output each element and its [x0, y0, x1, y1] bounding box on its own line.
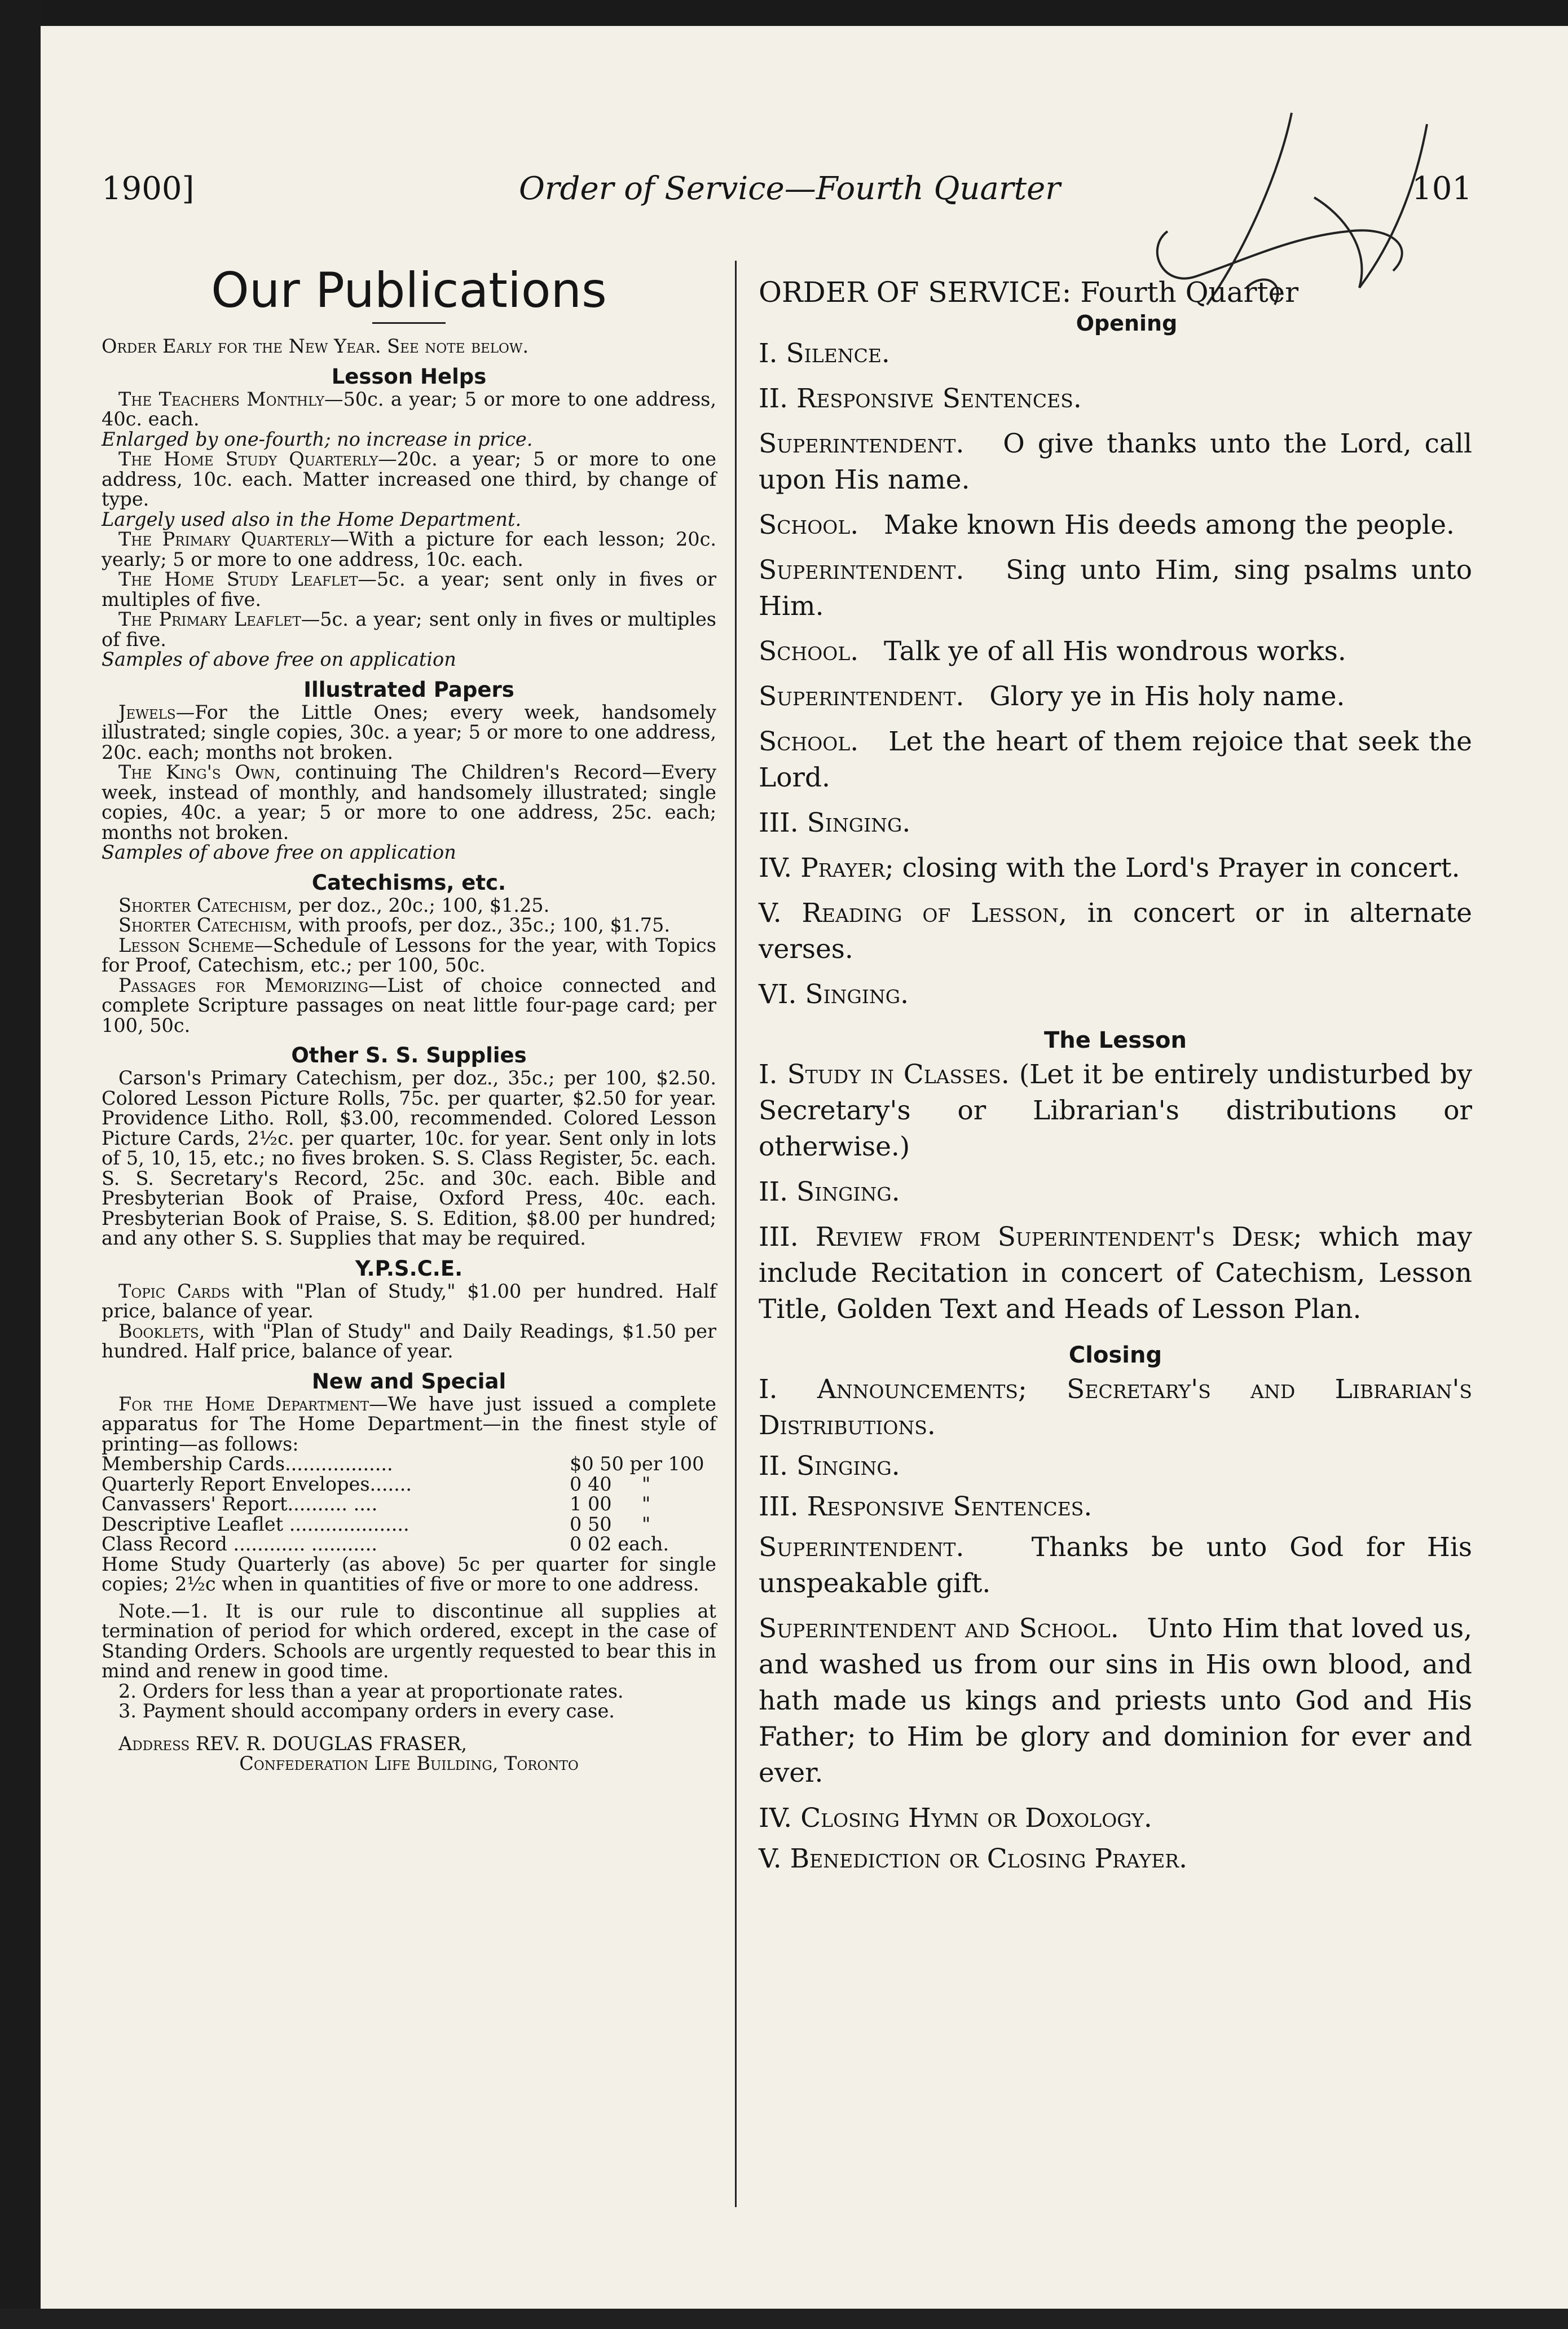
note-1: Note.—1. It is our rule to discontinue all supplies at termination of period for which ordered, except in the case of Standing Orders. Schools are urgently requested to bear this in mind and renew in good time.	[102, 1599, 716, 1682]
samples-note: Samples of above free on application	[102, 841, 456, 863]
price-row: Descriptive Leaflet .................... 0 50 "	[102, 1513, 651, 1535]
price-row: Canvassers' Report.......... .... 1 00 "	[102, 1493, 651, 1515]
publication-note: Enlarged by one-fourth; no increase in price.	[102, 428, 533, 450]
publication-item: Booklets, with "Plan of Study" and Daily Readings, $1.50 per hundred. Half price, balance of year.	[102, 1320, 716, 1362]
catechisms-heading: Catechisms, etc.	[311, 870, 506, 895]
publications-column	[102, 262, 716, 1774]
publication-item: The Primary Quarterly—With a picture for each lesson; 20c. yearly; 5 or more to one address, 10c. each.	[102, 528, 717, 570]
service-item: V. Benediction or Closing Prayer.	[759, 1843, 1188, 1874]
other-supplies-heading: Other S. S. Supplies	[291, 1043, 527, 1067]
illustrated-papers-heading: Illustrated Papers	[303, 677, 514, 702]
publication-item: Passages for Memorizing—List of choice connected and complete Scripture passages on neat little four-page card; per 100, 50c.	[102, 974, 716, 1036]
lesson-helps-heading: Lesson Helps	[331, 364, 487, 389]
publication-item: The Primary Leaflet—5c. a year; sent only in fives or multiples of five.	[102, 608, 716, 651]
scan-border-bottom	[0, 2309, 1568, 2329]
publication-item: Shorter Catechism, with proofs, per doz., 35c.; 100, $1.75.	[118, 914, 671, 936]
note-3: 3. Payment should accompany orders in every case.	[118, 1700, 615, 1722]
publications-title: Our Publications	[211, 262, 607, 319]
service-item: II. Responsive Sentences.	[759, 383, 1082, 414]
service-item: IV. Closing Hymn or Doxology.	[759, 1803, 1152, 1834]
service-item: I. Silence.	[759, 338, 890, 369]
service-item: III. Responsive Sentences.	[759, 1491, 1093, 1522]
responsive-line: Superintendent. Thanks be unto God for His unspeakable gift.	[759, 1532, 1472, 1599]
responsive-line: School. Make known His deeds among the people.	[759, 509, 1455, 540]
note-2: 2. Orders for less than a year at proportionate rates.	[118, 1680, 624, 1702]
running-head-title: Order of Service—Fourth Quarter	[518, 170, 1061, 207]
publication-item: The Home Study Quarterly—20c. a year; 5 or more to one address, 10c. each. Matter increased one third, by change of type.	[102, 448, 716, 510]
other-supplies-text: Carson's Primary Catechism, per doz., 35c.; per 100, $2.50. Colored Lesson Picture Rolls, 75c. per quarter, $2.50 for year. Providence Litho. Roll, $3.00, recommended. Colored Lesson Picture Cards, 2½c. per quarter, 10c. for year. Sent only in lots of 5, 10, 15, etc.; no fives broken. S. S. Class Register, 5c. each. S. S. Secretary's Record, 25c. and 30c. each. Bible and Presbyterian Book of Praise, Oxford Press, 40c. each. Presbyterian Book of Praise, S. S. Edition, $8.00 per hundred; and any other S. S. Supplies that may be required.	[102, 1067, 716, 1249]
ypsce-heading: Y.P.S.C.E.	[355, 1256, 463, 1281]
running-head-year: 1900]	[102, 170, 195, 207]
responsive-line: Superintendent. Glory ye in His holy name.	[759, 681, 1345, 712]
publication-item: The Teachers Monthly—50c. a year; 5 or more to one address, 40c. each.	[102, 388, 716, 430]
scan-border-left	[0, 0, 41, 2329]
publication-item: Lesson Scheme—Schedule of Lessons for the year, with Topics for Proof, Catechism, etc.; per 100, 50c.	[102, 934, 716, 976]
service-item: I. Announcements; Secretary's and Librarian's Distributions.	[759, 1374, 1472, 1441]
responsive-line: Superintendent and School. Unto Him that loved us, and washed us from our sins in His own blood, and hath made us kings and priests unto God and His Father; to Him be glory and dominion for ever and ever.	[759, 1613, 1473, 1789]
responsive-line: School. Let the heart of them rejoice that seek the Lord.	[759, 726, 1472, 793]
service-item: III. Review from Superintendent's Desk; which may include Recitation in concert of Catechism, Lesson Title, Golden Text and Heads of Lesson Plan.	[759, 1221, 1472, 1325]
service-item: VI. Singing.	[759, 979, 909, 1010]
new-special-heading: New and Special	[311, 1369, 506, 1394]
responsive-line: School. Talk ye of all His wondrous works.	[759, 636, 1346, 667]
page-number: 101	[1412, 170, 1472, 207]
publication-item: The Home Study Leaflet—5c. a year; sent only in fives or multiples of five.	[102, 568, 716, 610]
closing-heading: Closing	[1068, 1342, 1162, 1368]
service-item: III. Singing.	[759, 807, 911, 838]
price-row: Membership Cards.................. $0 50 per 100	[102, 1453, 704, 1475]
publication-item: Shorter Catechism, per doz., 20c.; 100, $1.25.	[118, 894, 550, 916]
publication-item: The King's Own, continuing The Children's Record—Every week, instead of monthly, and handsomely illustrated; single copies, 40c. a year; 5 or more to one address, 25c. each; months not broken.	[102, 761, 716, 843]
order-early-note: Order Early for the New Year. See note below.	[102, 335, 529, 357]
title-rule	[372, 322, 446, 324]
publication-note: Largely used also in the Home Department.	[102, 508, 522, 530]
price-row: Quarterly Report Envelopes....... 0 40 "	[102, 1473, 651, 1495]
publication-item: Topic Cards with "Plan of Study," $1.00 per hundred. Half price, balance of year.	[102, 1280, 716, 1322]
order-of-service-column	[759, 274, 1472, 1882]
samples-note: Samples of above free on application	[102, 648, 456, 670]
price-row: Class Record ............ ........... 0 02 each.	[102, 1533, 670, 1555]
column-divider	[735, 261, 737, 2207]
service-item: II. Singing.	[759, 1451, 900, 1482]
service-item: V. Reading of Lesson, in concert or in alternate verses.	[759, 898, 1472, 965]
service-item: IV. Prayer; closing with the Lord's Prayer in concert.	[759, 852, 1460, 884]
responsive-line: Superintendent. Sing unto Him, sing psalms unto Him.	[759, 555, 1472, 622]
service-item: II. Singing.	[759, 1176, 900, 1207]
service-item: I. Study in Classes. (Let it be entirely undisturbed by Secretary's or Librarian's distributions or otherwise.)	[759, 1059, 1472, 1162]
scan-border-top	[0, 0, 1568, 26]
publication-item: Jewels—For the Little Ones; every week, handsomely illustrated; single copies, 30c. a year; 5 or more to one address, 20c. each; months not broken.	[102, 701, 716, 763]
address-place: Confederation Life Building, Toronto	[239, 1752, 579, 1774]
order-of-service-title: ORDER OF SERVICE: Fourth Quarter	[759, 276, 1299, 309]
home-study-note: Home Study Quarterly (as above) 5c per quarter for single copies; 2½c when in quantities of five or more to one address.	[102, 1553, 716, 1595]
responsive-line: Superintendent. O give thanks unto the Lord, call upon His name.	[759, 428, 1473, 495]
lesson-heading: The Lesson	[1043, 1027, 1187, 1053]
page	[62, 39, 1517, 2302]
home-department-intro: For the Home Department—We have just issued a complete apparatus for The Home Department—in the finest style of printing—as follows:	[102, 1392, 716, 1455]
opening-heading: Opening	[1076, 311, 1178, 336]
address-line: Address REV. R. DOUGLAS FRASER,	[118, 1732, 468, 1755]
